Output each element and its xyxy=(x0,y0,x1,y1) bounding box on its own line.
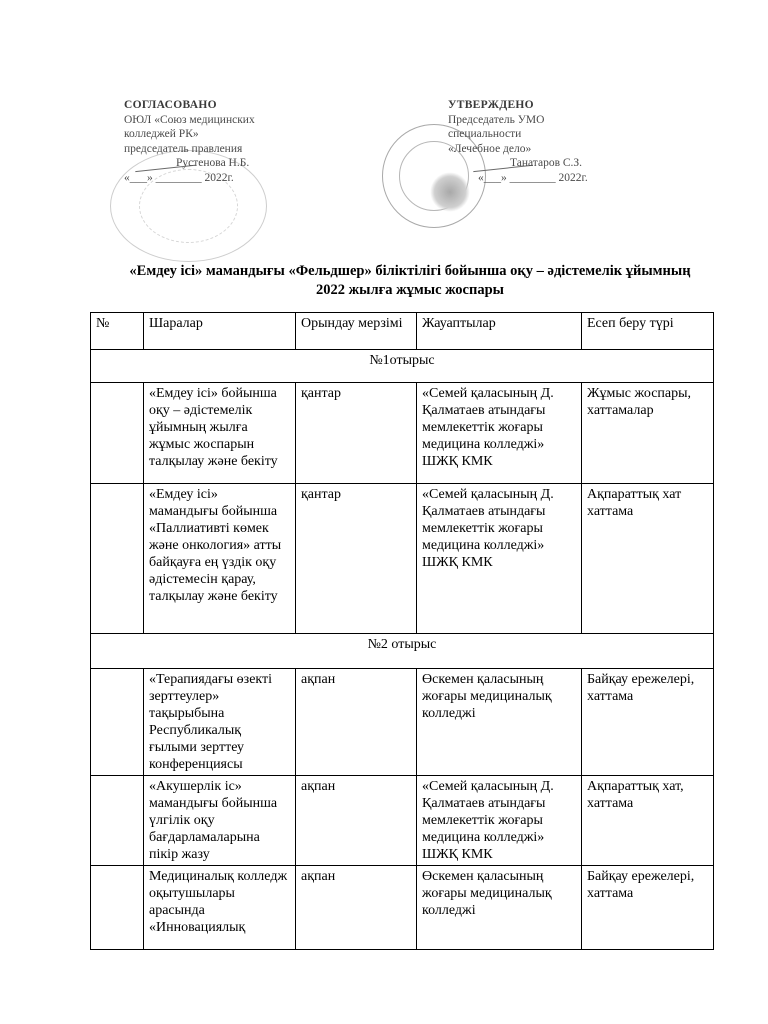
cell-term: ақпан xyxy=(296,776,417,866)
cell-responsible: Өскемен қаласының жоғары медициналық колледжі xyxy=(417,866,582,950)
cell-term: қантар xyxy=(296,484,417,634)
cell-event: «Акушерлік іс» мамандығы бойынша үлгілік оқу бағдарламаларына пікір жазу xyxy=(144,776,296,866)
agreed-date: «___» ________ 2022г. xyxy=(124,171,234,184)
agreed-line: колледжей РК» xyxy=(124,128,199,140)
table-row xyxy=(91,866,714,950)
approved-block xyxy=(448,98,648,185)
cell-report: Байқау ережелері, хаттама xyxy=(582,866,714,950)
cell-report: Жұмыс жоспары, хаттамалар xyxy=(582,383,714,484)
table-row xyxy=(91,383,714,484)
approved-signer: Танатаров С.З. xyxy=(510,157,583,169)
approved-date: «___» ________ 2022г. xyxy=(478,171,588,184)
header-term: Орындау мерзімі xyxy=(296,313,417,350)
cell-event: «Терапиядағы өзекті зерттеулер» тақырыбына Республикалық ғылыми зерттеу конференциясы xyxy=(144,669,296,776)
cell-event: «Емдеу ісі» бойынша оқу – әдістемелік ұйымның жылға жұмыс жоспарын талқылау және бекіту xyxy=(144,383,296,484)
approved-heading: УТВЕРЖДЕНО xyxy=(448,99,534,111)
cell-term: ақпан xyxy=(296,866,417,950)
agreed-line: ОЮЛ «Союз медицинских xyxy=(124,113,255,126)
document-title-line1: «Емдеу ісі» мамандығы «Фельдшер» біліктілігі бойынша оқу – әдістемелік ұйымның xyxy=(129,263,691,279)
agreed-signer: Рустенова Н.Б. xyxy=(176,157,250,169)
table-row xyxy=(91,669,714,776)
cell-responsible: Өскемен қаласының жоғары медициналық колледжі xyxy=(417,669,582,776)
header-no: № xyxy=(91,313,144,350)
cell-no xyxy=(91,776,144,866)
cell-event: «Емдеу ісі» мамандығы бойынша «Паллиативті көмек және онкология» атты байқауға ең үздік оқу әдістемесін қарау, талқылау және бекіту xyxy=(144,484,296,634)
header-events: Шаралар xyxy=(144,313,296,350)
cell-no xyxy=(91,866,144,950)
cell-term: ақпан xyxy=(296,669,417,776)
header-responsible: Жауаптылар xyxy=(417,313,582,350)
cell-term: қантар xyxy=(296,383,417,484)
document-title xyxy=(60,262,760,300)
table-row xyxy=(91,484,714,634)
approval-header xyxy=(0,0,768,260)
agreed-block xyxy=(124,98,314,185)
cell-responsible: «Семей қаласының Д. Қалматаев атындағы мемлекеттік жоғары медицина колледжі» ШЖҚ КМК xyxy=(417,484,582,634)
agreed-line: председатель правления xyxy=(124,142,243,155)
approved-line: «Лечебное дело» xyxy=(448,142,532,155)
approved-line: Председатель УМО xyxy=(448,113,545,126)
session-row xyxy=(91,634,714,669)
cell-report: Ақпараттық хат, хаттама xyxy=(582,776,714,866)
cell-responsible: «Семей қаласының Д. Қалматаев атындағы мемлекеттік жоғары медицина колледжі» ШЖҚ КМК xyxy=(417,383,582,484)
cell-responsible: «Семей қаласының Д. Қалматаев атындағы мемлекеттік жоғары медицина колледжі» ШЖҚ КМК xyxy=(417,776,582,866)
cell-no xyxy=(91,669,144,776)
session-1-label: №1отырыс xyxy=(91,350,714,383)
session-row xyxy=(91,350,714,383)
table-header-row xyxy=(91,313,714,350)
cell-no xyxy=(91,484,144,634)
cell-event: Медициналық колледж оқытушылары арасында «Инновациялық xyxy=(144,866,296,950)
cell-report: Ақпараттық хат хаттама xyxy=(582,484,714,634)
agreed-heading: СОГЛАСОВАНО xyxy=(124,99,217,111)
cell-report: Байқау ережелері, хаттама xyxy=(582,669,714,776)
table-row xyxy=(91,776,714,866)
work-plan-table xyxy=(90,312,714,950)
document-title-line2: 2022 жылға жұмыс жоспары xyxy=(316,282,504,298)
approved-line: специальности xyxy=(448,128,522,140)
session-2-label: №2 отырыс xyxy=(91,634,714,669)
header-report: Есеп беру түрі xyxy=(582,313,714,350)
cell-no xyxy=(91,383,144,484)
